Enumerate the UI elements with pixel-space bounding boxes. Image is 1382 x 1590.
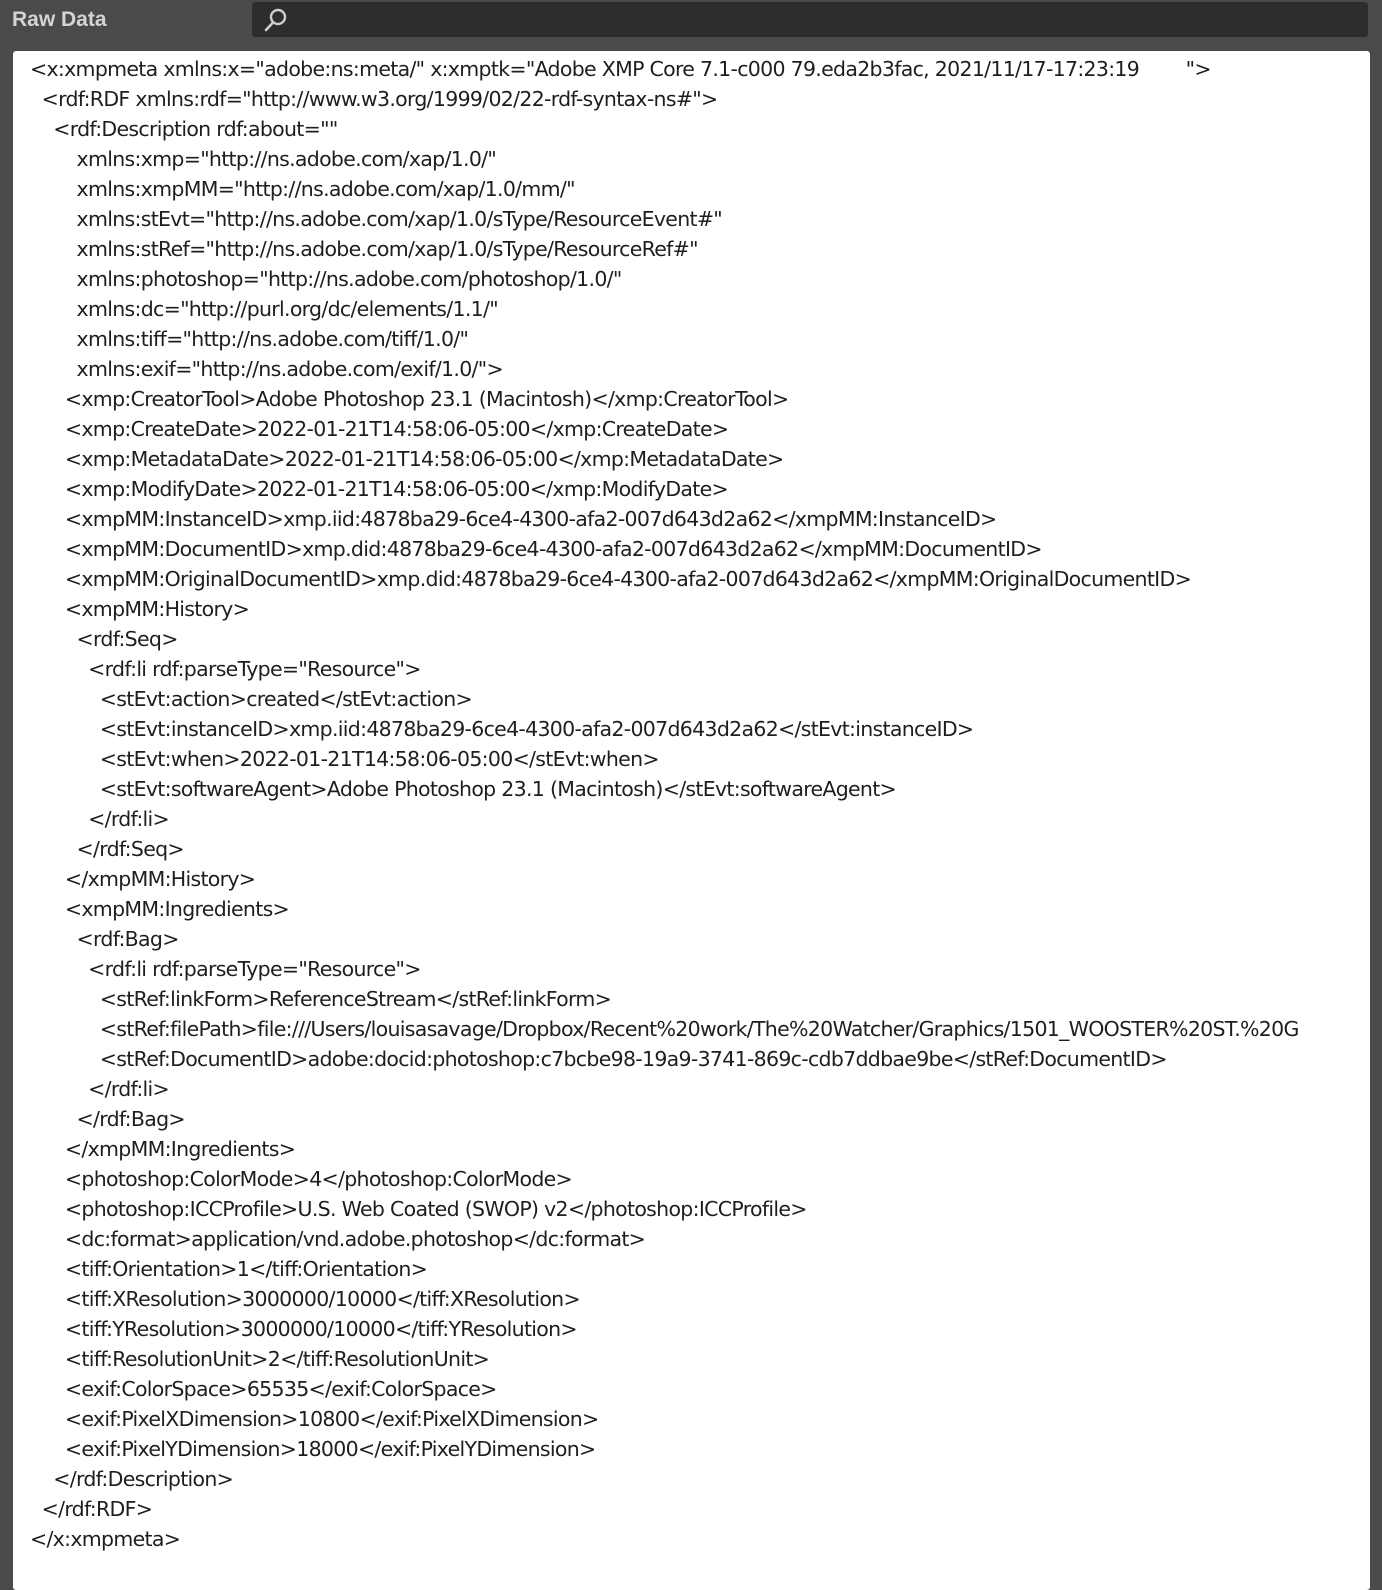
raw-data-line: </rdf:Description>: [30, 1467, 234, 1491]
raw-data-line: <rdf:li rdf:parseType="Resource">: [30, 657, 421, 681]
raw-data-line: <xmpMM:History>: [30, 597, 250, 621]
raw-data-line: <exif:ColorSpace>65535</exif:ColorSpace>: [30, 1377, 497, 1401]
raw-data-line: <stEvt:instanceID>xmp.iid:4878ba29-6ce4-4300-afa2-007d643d2a62</stEvt:instanceID>: [30, 717, 974, 741]
panel-title: Raw Data: [12, 8, 107, 31]
raw-data-text-area[interactable]: [13, 51, 1370, 1590]
raw-data-line: <tiff:ResolutionUnit>2</tiff:ResolutionUnit>: [30, 1347, 490, 1371]
raw-data-line: <xmpMM:OriginalDocumentID>xmp.did:4878ba29-6ce4-4300-afa2-007d643d2a62</xmpMM:OriginalDocumentID>: [30, 567, 1192, 591]
raw-data-line: <rdf:Seq>: [30, 627, 178, 651]
raw-data-line: xmlns:photoshop="http://ns.adobe.com/photoshop/1.0/": [30, 267, 622, 291]
raw-data-line: </rdf:li>: [30, 1077, 169, 1101]
search-input[interactable]: [296, 2, 1356, 37]
raw-data-line: <rdf:RDF xmlns:rdf="http://www.w3.org/1999/02/22-rdf-syntax-ns#">: [30, 87, 718, 111]
raw-data-line: xmlns:xmpMM="http://ns.adobe.com/xap/1.0/mm/": [30, 177, 575, 201]
raw-data-line: xmlns:exif="http://ns.adobe.com/exif/1.0/">: [30, 357, 503, 381]
raw-data-line: <rdf:li rdf:parseType="Resource">: [30, 957, 421, 981]
panel-header: [0, 0, 1382, 40]
search-box[interactable]: [252, 2, 1368, 37]
search-icon[interactable]: [263, 7, 289, 33]
raw-data-line: </rdf:li>: [30, 807, 169, 831]
raw-data-line: <tiff:YResolution>3000000/10000</tiff:YResolution>: [30, 1317, 577, 1341]
raw-data-line: <x:xmpmeta xmlns:x="adobe:ns:meta/" x:xmptk="Adobe XMP Core 7.1-c000 79.eda2b3fac, 2021/11/17-17:23:19 ">: [30, 57, 1211, 81]
raw-data-line: </rdf:Seq>: [30, 837, 184, 861]
raw-data-line: xmlns:dc="http://purl.org/dc/elements/1.1/": [30, 297, 498, 321]
raw-data-line: <photoshop:ICCProfile>U.S. Web Coated (SWOP) v2</photoshop:ICCProfile>: [30, 1197, 807, 1221]
raw-data-line: <xmp:ModifyDate>2022-01-21T14:58:06-05:00</xmp:ModifyDate>: [30, 477, 729, 501]
raw-data-line: <exif:PixelYDimension>18000</exif:PixelYDimension>: [30, 1437, 596, 1461]
raw-data-line: <photoshop:ColorMode>4</photoshop:ColorMode>: [30, 1167, 573, 1191]
raw-data-line: xmlns:stEvt="http://ns.adobe.com/xap/1.0/sType/ResourceEvent#": [30, 207, 723, 231]
raw-data-line: <xmp:MetadataDate>2022-01-21T14:58:06-05:00</xmp:MetadataDate>: [30, 447, 784, 471]
raw-data-line: <stEvt:softwareAgent>Adobe Photoshop 23.1 (Macintosh)</stEvt:softwareAgent>: [30, 777, 897, 801]
raw-data-line: <stRef:filePath>file:///Users/louisasavage/Dropbox/Recent%20work/The%20Watcher/Graphics/1501_WOOSTER%20ST.%20G: [30, 1017, 1299, 1041]
raw-data-line: <tiff:Orientation>1</tiff:Orientation>: [30, 1257, 428, 1281]
raw-data-line: </xmpMM:Ingredients>: [30, 1137, 296, 1161]
raw-data-line: xmlns:xmp="http://ns.adobe.com/xap/1.0/": [30, 147, 497, 171]
raw-data-line: <stEvt:action>created</stEvt:action>: [30, 687, 472, 711]
raw-data-line: <xmpMM:InstanceID>xmp.iid:4878ba29-6ce4-4300-afa2-007d643d2a62</xmpMM:InstanceID>: [30, 507, 997, 531]
raw-data-line: </rdf:Bag>: [30, 1107, 185, 1131]
raw-data-line: <rdf:Bag>: [30, 927, 179, 951]
raw-data-line: </rdf:RDF>: [30, 1497, 153, 1521]
raw-data-line: <dc:format>application/vnd.adobe.photoshop</dc:format>: [30, 1227, 646, 1251]
raw-data-lines: [30, 54, 1299, 1554]
raw-data-line: <stRef:linkForm>ReferenceStream</stRef:linkForm>: [30, 987, 612, 1011]
raw-data-line: </xmpMM:History>: [30, 867, 256, 891]
raw-data-line: xmlns:tiff="http://ns.adobe.com/tiff/1.0/": [30, 327, 469, 351]
raw-data-line: <xmpMM:Ingredients>: [30, 897, 290, 921]
raw-data-line: <stEvt:when>2022-01-21T14:58:06-05:00</stEvt:when>: [30, 747, 659, 771]
raw-data-line: xmlns:stRef="http://ns.adobe.com/xap/1.0/sType/ResourceRef#": [30, 237, 698, 261]
raw-data-line: <xmpMM:DocumentID>xmp.did:4878ba29-6ce4-4300-afa2-007d643d2a62</xmpMM:DocumentID>: [30, 537, 1042, 561]
raw-data-line: <stRef:DocumentID>adobe:docid:photoshop:c7bcbe98-19a9-3741-869c-cdb7ddbae9be</stRef:DocumentID>: [30, 1047, 1167, 1071]
raw-data-line: <rdf:Description rdf:about="": [30, 117, 338, 141]
raw-data-line: <xmp:CreatorTool>Adobe Photoshop 23.1 (Macintosh)</xmp:CreatorTool>: [30, 387, 789, 411]
raw-data-line: </x:xmpmeta>: [30, 1527, 181, 1551]
raw-data-line: <tiff:XResolution>3000000/10000</tiff:XResolution>: [30, 1287, 580, 1311]
raw-data-line: <exif:PixelXDimension>10800</exif:PixelXDimension>: [30, 1407, 599, 1431]
raw-data-line: <xmp:CreateDate>2022-01-21T14:58:06-05:00</xmp:CreateDate>: [30, 417, 729, 441]
